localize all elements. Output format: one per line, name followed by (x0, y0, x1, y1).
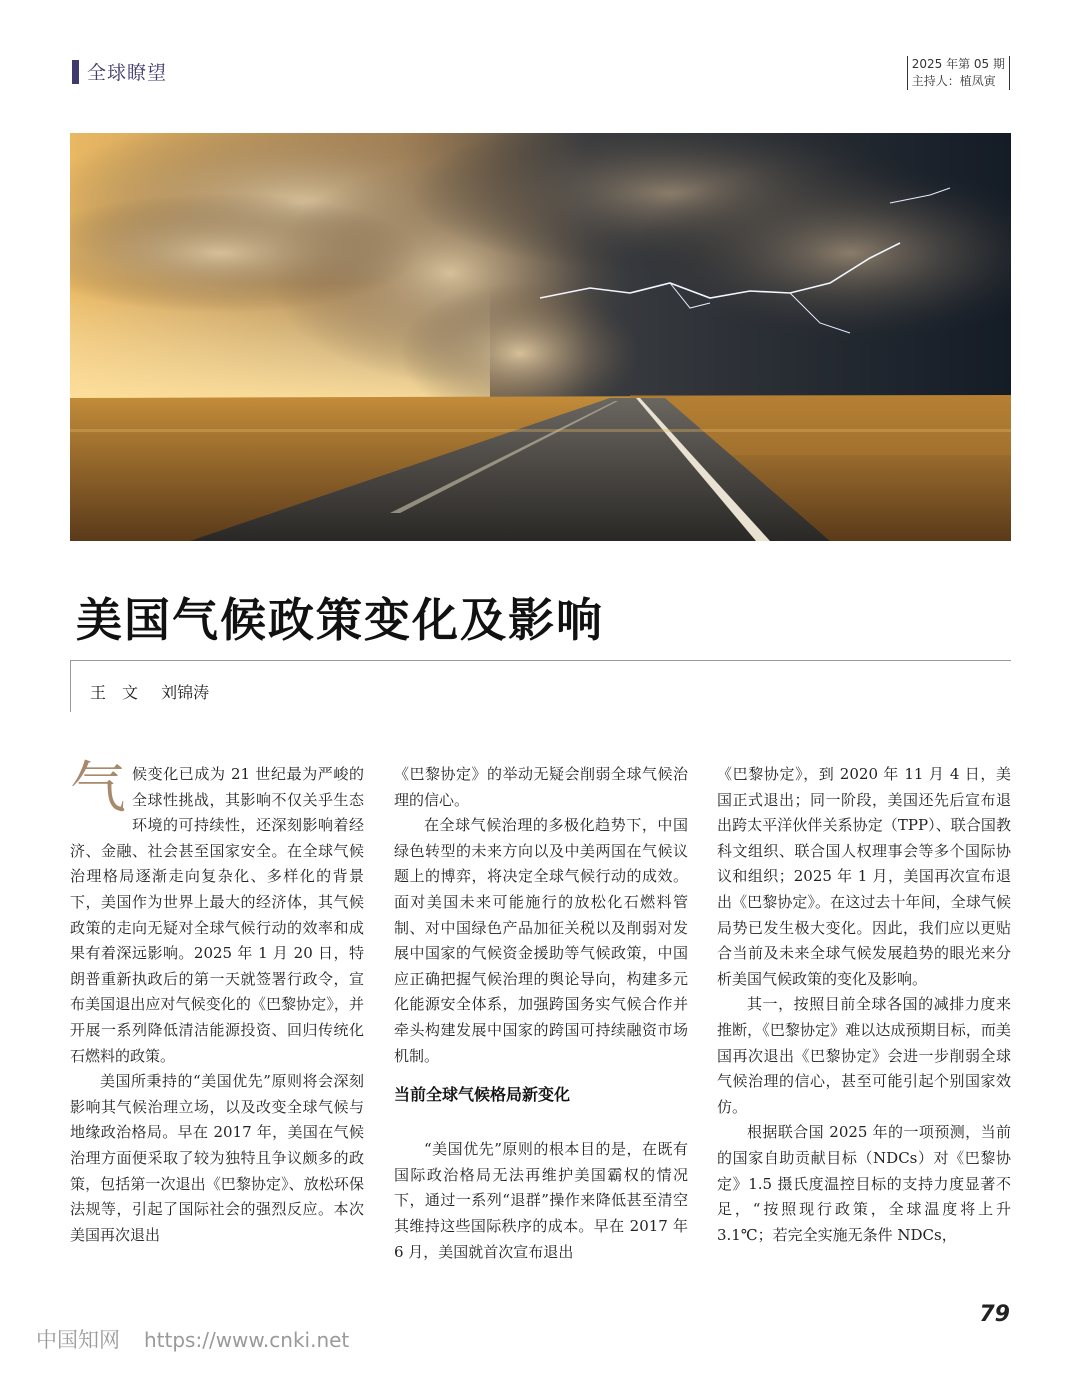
storm-road-illustration (70, 133, 1011, 541)
issue-info (907, 56, 1010, 90)
cnki-watermark (36, 1324, 349, 1354)
text-column-1 (70, 756, 364, 1248)
article-title: 美国气候政策变化及影响 (76, 593, 604, 647)
paragraph: 《巴黎协定》的举动无疑会削弱全球气候治理的信心。 (394, 765, 688, 809)
hero-image (70, 133, 1011, 541)
section-marker-bar (72, 60, 79, 84)
watermark-text: 中国知网 (36, 1328, 120, 1352)
text-column-2 (394, 762, 688, 1265)
paragraph: 根据联合国 2025 年的一项预测，当前的国家自助贡献目标（NDCs）对《巴黎协定》1.5 摄氏度温控目标的支持力度显著不足，“按照现行政策，全球温度将上升 3.1℃；若完全实施无条件 NDCs， (717, 1123, 1011, 1244)
section-tag (72, 58, 167, 85)
title-divider (70, 660, 1011, 661)
paragraph: 《巴黎协定》，到 2020 年 11 月 4 日，美国正式退出；同一阶段，美国还先后宣布退出跨太平洋伙伴关系协定（TPP）、联合国教科文组织、联合国人权理事会等多个国际协议和组织；2025 年 1 月，美国再次宣布退出《巴黎协定》。在这过去十年间，全球气候局势已发生极大变化。因此，我们应以更贴合当前及未来全球气候发展趋势的眼光来分析美国气候政策的变化及影响。 (717, 765, 1011, 988)
issue-number: 2025 年第 05 期 (911, 57, 1005, 71)
paragraph: 美国所秉持的“美国优先”原则将会深刻影响其气候治理立场，以及改变全球气候与地缘政治格局。早在 2017 年，美国在气候治理方面便采取了较为独特且争议颇多的政策，包括第一次退出《巴黎协定》、放松环保法规等，引起了国际社会的强烈反应。本次美国再次退出 (70, 1072, 364, 1244)
drop-cap: 气 (70, 756, 126, 821)
watermark-url: https://www.cnki.net (144, 1328, 350, 1352)
host-name: 主持人：植凤寅 (911, 74, 996, 88)
text-column-3 (717, 762, 1011, 1248)
author-bracket-line (70, 660, 71, 712)
section-label: 全球瞭望 (87, 62, 168, 84)
section-heading: 当前全球气候格局新变化 (394, 1085, 571, 1105)
paragraph-text: 候变化已成为 21 世纪最为严峻的全球性挑战，其影响不仅关乎生态环境的可持续性，还深刻影响着经济、金融、社会甚至国家安全。在全球气候治理格局逐渐走向复杂化、多样化的背景下，美国作为世界上最大的经济体，其气候政策的走向无疑对全球气候行动的效率和成果有着深远影响。2025 年 1 月 20 日，特朗普重新执政后的第一天就签署行政令，宣布美国退出应对气候变化的《巴黎协定》，并开展一系列降低清洁能源投资、回归传统化石燃料的政策。 (70, 765, 364, 1065)
paragraph (70, 756, 364, 1069)
author-name: 王 文 (90, 683, 139, 702)
paragraph: 其一，按照目前全球各国的减排力度来推断，《巴黎协定》难以达成预期目标，而美国再次退出《巴黎协定》会进一步削弱全球气候治理的信心，甚至可能引起个别国家效仿。 (717, 995, 1011, 1116)
author-name: 刘锦涛 (161, 683, 210, 702)
author-line (90, 680, 227, 703)
paragraph: 在全球气候治理的多极化趋势下，中国绿色转型的未来方向以及中美两国在气候议题上的博弈，将决定全球气候行动的成效。面对美国未来可能施行的放松化石燃料管制、对中国绿色产品加征关税以及削弱对发展中国家的气候资金援助等气候政策，中国应正确把握气候治理的舆论导向，构建多元化能源安全体系，加强跨国务实气候合作并牵头构建发展中国家的跨国可持续融资市场机制。 (394, 816, 688, 1065)
page-number: 79 (979, 1302, 1010, 1327)
paragraph: “美国优先”原则的根本目的是，在既有国际政治格局无法再维护美国霸权的情况下，通过一系列“退群”操作来降低甚至清空其维持这些国际秩序的成本。早在 2017 年 6 月，美国就首次宣布退出 (394, 1140, 688, 1261)
